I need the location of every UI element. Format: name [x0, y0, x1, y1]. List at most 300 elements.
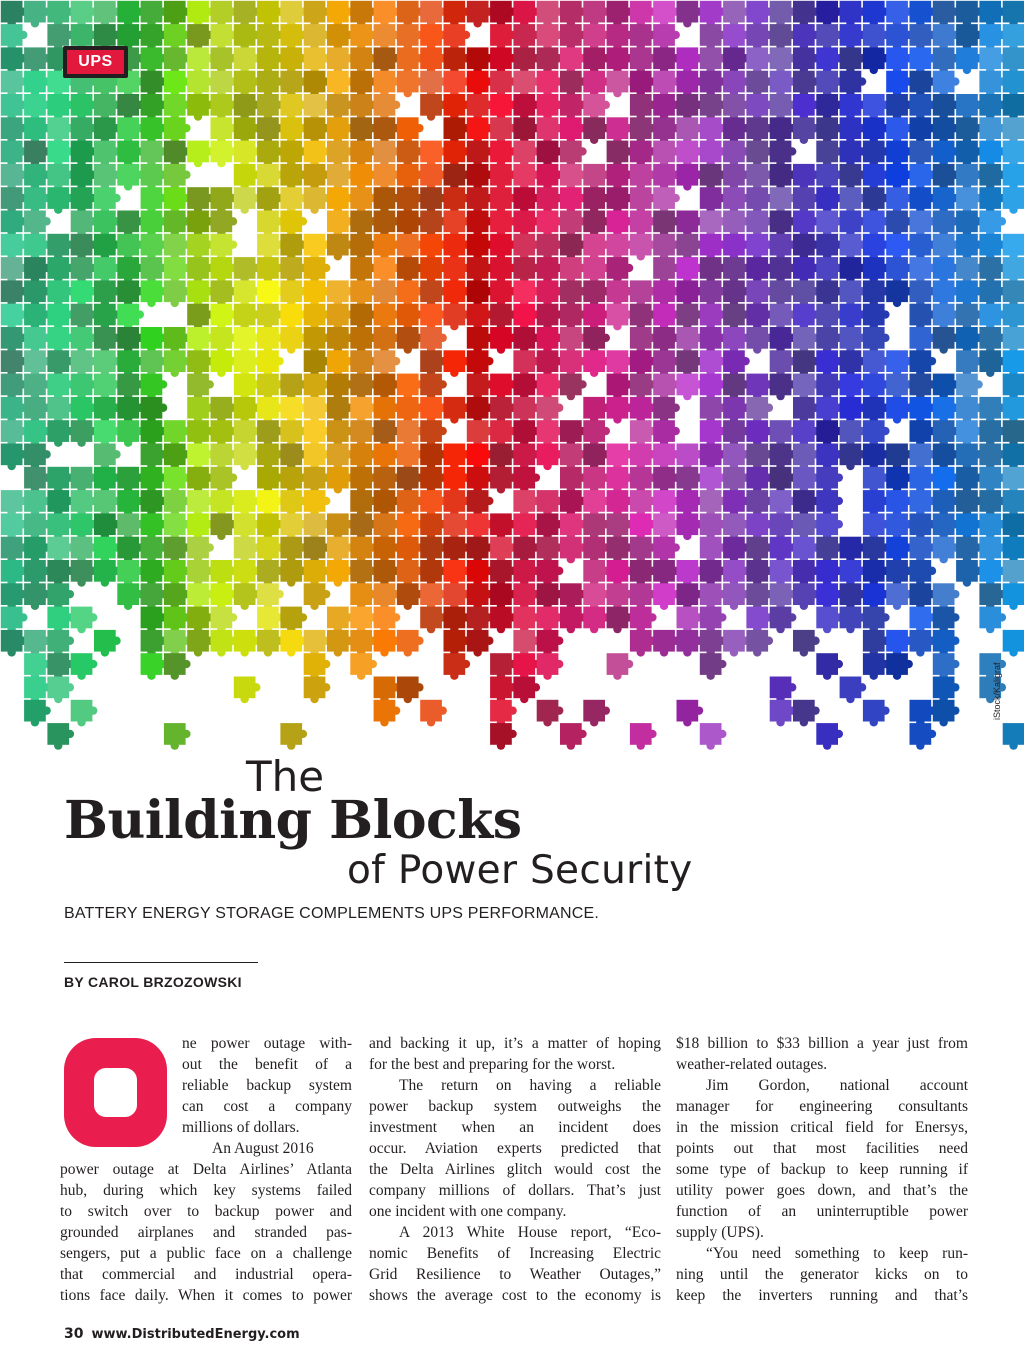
puzzle-piece: [467, 257, 494, 284]
puzzle-piece: [840, 141, 867, 168]
puzzle-piece: [71, 257, 98, 284]
puzzle-piece: [910, 71, 937, 98]
puzzle-piece: [700, 630, 727, 657]
puzzle-piece: [723, 24, 750, 51]
puzzle-piece: [910, 304, 937, 331]
puzzle-piece: [840, 327, 867, 354]
puzzle-piece: [257, 513, 284, 540]
puzzle-piece: [257, 280, 284, 307]
puzzle-piece: [863, 444, 890, 471]
puzzle-piece: [770, 677, 797, 704]
puzzle-piece: [397, 280, 424, 307]
puzzle-piece: [490, 677, 517, 704]
puzzle-piece: [583, 467, 610, 494]
puzzle-piece: [863, 467, 890, 494]
puzzle-piece: [94, 374, 121, 401]
puzzle-piece: [840, 211, 867, 238]
puzzle-piece: [840, 560, 867, 587]
headline-line-1: The: [246, 752, 325, 801]
puzzle-piece: [187, 513, 214, 540]
puzzle-piece: [490, 141, 517, 168]
puzzle-piece: [816, 653, 843, 680]
puzzle-piece: [211, 187, 238, 214]
body-line: Grid Resilience to Weather Outages,”: [369, 1266, 661, 1283]
puzzle-piece: [537, 117, 564, 144]
puzzle-piece: [513, 211, 540, 238]
puzzle-piece: [910, 141, 937, 168]
puzzle-piece: [537, 490, 564, 517]
puzzle-piece: [304, 537, 331, 564]
puzzle-piece: [630, 607, 657, 634]
puzzle-piece: [513, 490, 540, 517]
puzzle-piece: [47, 280, 74, 307]
byline-divider: [64, 962, 258, 963]
puzzle-piece: [910, 583, 937, 610]
puzzle-piece: [164, 467, 191, 494]
puzzle-piece: [280, 374, 307, 401]
puzzle-piece: [793, 444, 820, 471]
puzzle-piece: [211, 117, 238, 144]
puzzle-piece: [141, 257, 168, 284]
puzzle-piece: [24, 700, 51, 727]
puzzle-piece: [583, 24, 610, 51]
puzzle-piece: [1003, 583, 1024, 610]
body-line: Jim Gordon, national account: [706, 1077, 968, 1094]
puzzle-piece: [816, 444, 843, 471]
puzzle-piece: [583, 397, 610, 424]
puzzle-piece: [304, 187, 331, 214]
puzzle-piece: [350, 350, 377, 377]
puzzle-piece: [910, 350, 937, 377]
puzzle-piece: [350, 560, 377, 587]
puzzle-piece: [164, 257, 191, 284]
puzzle-piece: [187, 304, 214, 331]
puzzle-piece: [257, 164, 284, 191]
puzzle-piece: [607, 164, 634, 191]
puzzle-piece: [71, 513, 98, 540]
puzzle-piece: [583, 257, 610, 284]
puzzle-piece: [327, 513, 354, 540]
puzzle-piece: [257, 234, 284, 261]
puzzle-piece: [723, 47, 750, 74]
puzzle-piece: [350, 444, 377, 471]
puzzle-piece: [583, 94, 610, 121]
puzzle-piece: [47, 374, 74, 401]
puzzle-piece: [723, 583, 750, 610]
puzzle-piece: [537, 304, 564, 331]
puzzle-piece: [164, 513, 191, 540]
puzzle-piece: [653, 467, 680, 494]
puzzle-piece: [793, 513, 820, 540]
body-line: one incident with one company.: [369, 1203, 567, 1220]
puzzle-piece: [280, 723, 307, 750]
puzzle-piece: [444, 583, 471, 610]
puzzle-piece: [840, 304, 867, 331]
puzzle-piece: [187, 490, 214, 517]
puzzle-piece: [327, 444, 354, 471]
body-line: weather-related outages.: [676, 1056, 828, 1073]
puzzle-piece: [444, 537, 471, 564]
puzzle-piece: [47, 304, 74, 331]
puzzle-piece: [444, 490, 471, 517]
puzzle-piece: [583, 700, 610, 727]
puzzle-piece: [24, 164, 51, 191]
puzzle-piece: [863, 141, 890, 168]
puzzle-piece: [933, 164, 960, 191]
puzzle-piece: [723, 71, 750, 98]
puzzle-piece: [910, 607, 937, 634]
body-line: $18 billion to $33 billion a year just from: [676, 1035, 968, 1052]
puzzle-piece: [257, 47, 284, 74]
puzzle-piece: [24, 94, 51, 121]
puzzle-piece: [327, 164, 354, 191]
puzzle-piece: [280, 467, 307, 494]
puzzle-piece: [933, 677, 960, 704]
puzzle-piece: [886, 490, 913, 517]
puzzle-piece: [94, 467, 121, 494]
puzzle-piece: [350, 24, 377, 51]
puzzle-piece: [304, 513, 331, 540]
puzzle-piece: [280, 537, 307, 564]
body-line: in the mission critical field for Enersys,: [676, 1119, 968, 1136]
puzzle-piece: [770, 211, 797, 238]
puzzle-piece: [1003, 490, 1024, 517]
puzzle-piece: [979, 327, 1006, 354]
puzzle-piece: [677, 211, 704, 238]
puzzle-piece: [956, 444, 983, 471]
body-line: utility power goes down, and that’s the: [676, 1182, 968, 1199]
puzzle-piece: [187, 47, 214, 74]
puzzle-piece: [350, 583, 377, 610]
puzzle-piece: [397, 24, 424, 51]
puzzle-piece: [374, 187, 401, 214]
puzzle-piece: [933, 117, 960, 144]
puzzle-piece: [420, 700, 447, 727]
puzzle-piece: [117, 94, 144, 121]
puzzle-piece: [537, 630, 564, 657]
puzzle-piece: [94, 560, 121, 587]
puzzle-piece: [444, 47, 471, 74]
puzzle-piece: [374, 490, 401, 517]
puzzle-piece: [956, 211, 983, 238]
puzzle-piece: [374, 583, 401, 610]
puzzle-piece: [467, 327, 494, 354]
puzzle-piece: [420, 257, 447, 284]
puzzle-piece: [583, 71, 610, 98]
puzzle-piece: [304, 24, 331, 51]
puzzle-piece: [490, 257, 517, 284]
puzzle-piece: [24, 327, 51, 354]
puzzle-piece: [374, 677, 401, 704]
puzzle-piece: [47, 187, 74, 214]
puzzle-piece: [863, 211, 890, 238]
puzzle-piece: [327, 467, 354, 494]
puzzle-piece: [350, 211, 377, 238]
puzzle-piece: [420, 71, 447, 98]
puzzle-piece: [1003, 1, 1024, 28]
puzzle-piece: [350, 1, 377, 28]
puzzle-piece: [211, 257, 238, 284]
puzzle-piece: [280, 24, 307, 51]
puzzle-piece: [490, 653, 517, 680]
puzzle-piece: [467, 47, 494, 74]
puzzle-piece: [979, 607, 1006, 634]
puzzle-piece: [467, 467, 494, 494]
puzzle-piece: [374, 24, 401, 51]
puzzle-piece: [117, 327, 144, 354]
puzzle-piece: [94, 141, 121, 168]
puzzle-piece: [164, 24, 191, 51]
puzzle-piece: [886, 24, 913, 51]
puzzle-piece: [910, 723, 937, 750]
puzzle-piece: [723, 420, 750, 447]
puzzle-piece: [793, 700, 820, 727]
puzzle-piece: [187, 560, 214, 587]
puzzle-piece: [327, 47, 354, 74]
body-column-1: [60, 1033, 352, 1306]
body-line: shows the average cost to the economy is: [369, 1287, 661, 1304]
puzzle-piece: [467, 490, 494, 517]
puzzle-piece: [583, 490, 610, 517]
puzzle-piece: [956, 350, 983, 377]
puzzle-piece: [700, 444, 727, 471]
puzzle-piece: [350, 374, 377, 401]
puzzle-piece: [840, 24, 867, 51]
puzzle-piece: [420, 24, 447, 51]
puzzle-piece: [327, 187, 354, 214]
puzzle-piece: [513, 607, 540, 634]
puzzle-piece: [607, 397, 634, 424]
puzzle-piece: [490, 467, 517, 494]
puzzle-piece: [513, 653, 540, 680]
puzzle-piece: [374, 94, 401, 121]
puzzle-piece: [420, 350, 447, 377]
puzzle-piece: [886, 164, 913, 191]
puzzle-piece: [816, 234, 843, 261]
puzzle-piece: [1, 71, 28, 98]
puzzle-piece: [677, 47, 704, 74]
puzzle-piece: [490, 397, 517, 424]
puzzle-piece: [956, 187, 983, 214]
puzzle-piece: [420, 537, 447, 564]
puzzle-piece: [910, 164, 937, 191]
photo-credit: iStock/Kaligraf: [992, 662, 1002, 720]
puzzle-piece: [840, 47, 867, 74]
puzzle-piece: [444, 607, 471, 634]
puzzle-piece: [723, 537, 750, 564]
puzzle-piece: [420, 1, 447, 28]
puzzle-piece: [910, 420, 937, 447]
puzzle-piece: [1003, 71, 1024, 98]
puzzle-piece: [700, 257, 727, 284]
puzzle-piece: [607, 24, 634, 51]
puzzle-piece: [863, 24, 890, 51]
puzzle-piece: [327, 280, 354, 307]
puzzle-piece: [653, 583, 680, 610]
puzzle-piece: [933, 234, 960, 261]
puzzle-piece: [164, 47, 191, 74]
puzzle-piece: [257, 71, 284, 98]
puzzle-piece: [24, 304, 51, 331]
puzzle-piece: [933, 71, 960, 98]
puzzle-piece: [583, 583, 610, 610]
puzzle-piece: [933, 24, 960, 51]
puzzle-piece: [933, 187, 960, 214]
puzzle-piece: [840, 374, 867, 401]
puzzle-piece: [71, 350, 98, 377]
puzzle-piece: [444, 280, 471, 307]
puzzle-piece: [1, 420, 28, 447]
puzzle-piece: [956, 257, 983, 284]
puzzle-piece: [770, 71, 797, 98]
puzzle-piece: [444, 444, 471, 471]
puzzle-piece: [816, 280, 843, 307]
puzzle-piece: [979, 164, 1006, 191]
puzzle-piece: [979, 280, 1006, 307]
puzzle-piece: [583, 211, 610, 238]
puzzle-piece: [630, 211, 657, 238]
puzzle-piece: [397, 327, 424, 354]
puzzle-piece: [723, 350, 750, 377]
puzzle-piece: [350, 304, 377, 331]
puzzle-piece: [187, 257, 214, 284]
puzzle-piece: [560, 1, 587, 28]
puzzle-piece: [840, 234, 867, 261]
puzzle-piece: [933, 327, 960, 354]
puzzle-piece: [327, 141, 354, 168]
puzzle-piece: [1, 490, 28, 517]
puzzle-piece: [700, 350, 727, 377]
puzzle-piece: [513, 677, 540, 704]
puzzle-piece: [327, 1, 354, 28]
puzzle-piece: [979, 187, 1006, 214]
puzzle-piece: [979, 397, 1006, 424]
puzzle-piece: [490, 444, 517, 471]
puzzle-piece: [257, 374, 284, 401]
puzzle-piece: [1, 211, 28, 238]
puzzle-piece: [350, 234, 377, 261]
puzzle-piece: [863, 327, 890, 354]
puzzle-piece: [513, 444, 540, 471]
puzzle-piece: [374, 537, 401, 564]
puzzle-piece: [164, 537, 191, 564]
puzzle-piece: [280, 47, 307, 74]
puzzle-piece: [630, 94, 657, 121]
puzzle-piece: [187, 327, 214, 354]
puzzle-piece: [350, 513, 377, 540]
byline: BY CAROL BRZOZOWSKI: [64, 974, 242, 990]
puzzle-piece: [397, 677, 424, 704]
body-line: sengers, put a public face on a challenge: [60, 1245, 352, 1262]
body-line: power outage at Delta Airlines’ Atlanta: [60, 1161, 352, 1178]
puzzle-piece: [47, 677, 74, 704]
puzzle-piece: [653, 1, 680, 28]
puzzle-piece: [397, 164, 424, 191]
puzzle-piece: [863, 700, 890, 727]
puzzle-piece: [746, 257, 773, 284]
puzzle-piece: [910, 560, 937, 587]
body-line: points out that most facilities need: [676, 1140, 968, 1157]
puzzle-piece: [700, 513, 727, 540]
puzzle-piece: [397, 467, 424, 494]
body-line: out the benefit of a: [182, 1056, 352, 1073]
puzzle-piece: [816, 187, 843, 214]
puzzle-piece: [420, 141, 447, 168]
puzzle-piece: [234, 141, 261, 168]
puzzle-piece: [746, 490, 773, 517]
puzzle-piece: [164, 420, 191, 447]
puzzle-piece: [187, 444, 214, 471]
puzzle-piece: [304, 71, 331, 98]
puzzle-piece: [257, 94, 284, 121]
puzzle-piece: [280, 117, 307, 144]
puzzle-piece: [187, 630, 214, 657]
puzzle-piece: [746, 280, 773, 307]
puzzle-piece: [793, 397, 820, 424]
puzzle-piece: [350, 327, 377, 354]
body-line: company millions of dollars. That’s just: [369, 1182, 661, 1199]
puzzle-piece: [1003, 513, 1024, 540]
puzzle-piece: [327, 630, 354, 657]
puzzle-piece: [723, 467, 750, 494]
puzzle-piece: [513, 94, 540, 121]
puzzle-piece: [490, 537, 517, 564]
puzzle-piece: [467, 234, 494, 261]
puzzle-piece: [677, 467, 704, 494]
puzzle-piece: [304, 280, 331, 307]
puzzle-piece: [1003, 420, 1024, 447]
puzzle-piece: [770, 583, 797, 610]
puzzle-piece: [863, 630, 890, 657]
puzzle-piece: [1003, 187, 1024, 214]
puzzle-piece: [187, 607, 214, 634]
puzzle-piece: [793, 71, 820, 98]
puzzle-piece: [677, 490, 704, 517]
puzzle-piece: [304, 397, 331, 424]
puzzle-piece: [793, 350, 820, 377]
puzzle-piece: [234, 47, 261, 74]
puzzle-piece: [583, 327, 610, 354]
puzzle-piece: [910, 700, 937, 727]
puzzle-piece: [467, 94, 494, 121]
puzzle-piece: [677, 513, 704, 540]
puzzle-piece: [1, 164, 28, 191]
puzzle-piece: [71, 94, 98, 121]
puzzle-piece: [933, 374, 960, 401]
puzzle-piece: [910, 1, 937, 28]
puzzle-piece: [257, 420, 284, 447]
puzzle-piece: [793, 467, 820, 494]
puzzle-piece: [910, 467, 937, 494]
puzzle-piece: [350, 467, 377, 494]
puzzle-piece: [1, 141, 28, 168]
puzzle-piece: [211, 607, 238, 634]
puzzle-piece: [607, 117, 634, 144]
puzzle-piece: [560, 257, 587, 284]
puzzle-piece: [420, 211, 447, 238]
puzzle-piece: [257, 304, 284, 331]
puzzle-piece: [47, 420, 74, 447]
puzzle-piece: [141, 490, 168, 517]
puzzle-piece: [350, 653, 377, 680]
puzzle-piece: [653, 257, 680, 284]
puzzle-piece: [723, 374, 750, 401]
puzzle-piece: [397, 583, 424, 610]
puzzle-piece: [653, 350, 680, 377]
puzzle-piece: [257, 630, 284, 657]
puzzle-piece: [979, 24, 1006, 51]
puzzle-piece: [816, 583, 843, 610]
